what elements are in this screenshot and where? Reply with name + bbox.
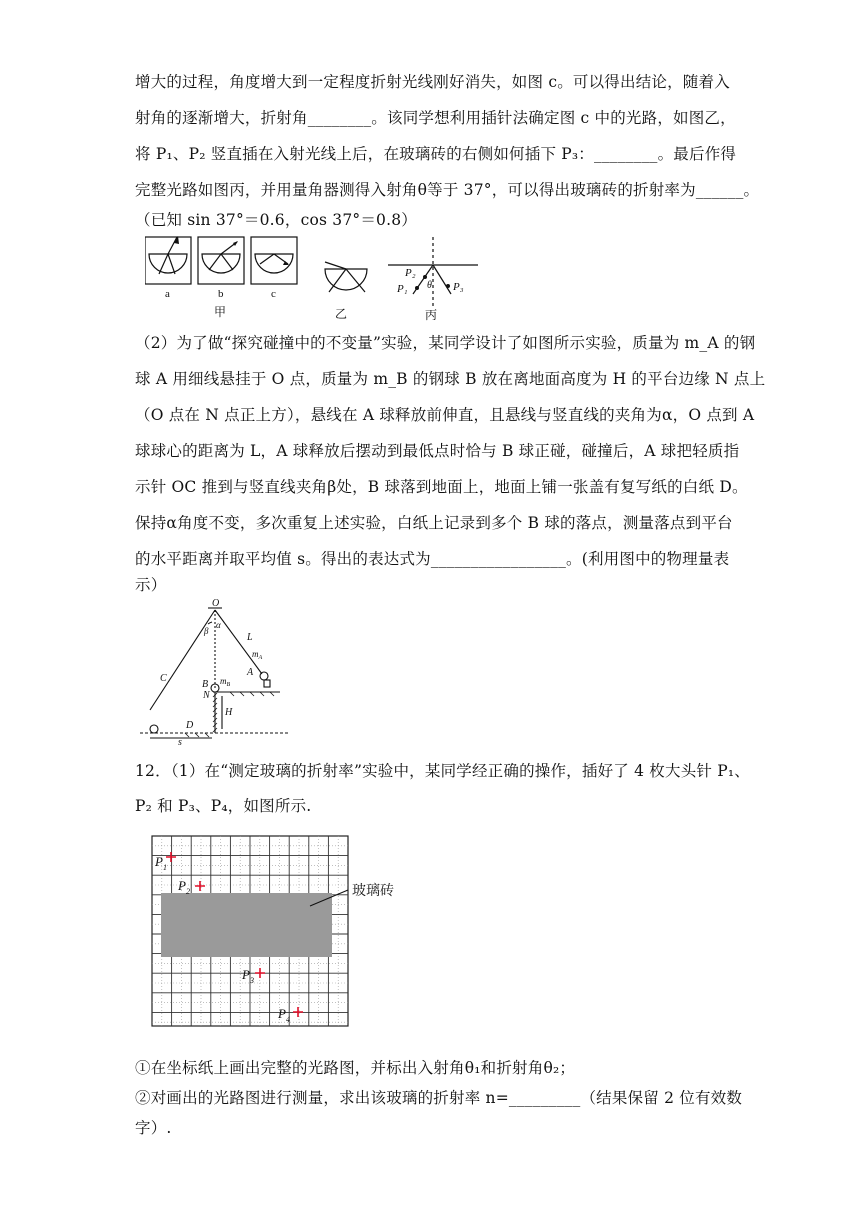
label-mA: $m_A$ [252,649,263,661]
label-yi: 乙 [335,307,348,321]
text-line: ②对画出的光路图进行测量，求出该玻璃的折射率 n=_________（结果保留 2 位有效数 [135,1089,743,1107]
label-p1: P₁ [397,283,408,295]
glass-block [161,893,332,957]
pin-label-p1: $P_1$ [155,854,167,872]
label-beta: β [204,626,209,636]
text-line: 示针 OC 推到与竖直线夹角β处，B 球落到地面上，地面上铺一张盖有复写纸的白纸 D。 [135,478,748,496]
text-line: （已知 sin 37°＝0.6，cos 37°＝0.8） [135,211,417,229]
label-mB: $m_B$ [220,676,231,688]
text-line: （O 点在 N 点正上方），悬线在 A 球释放前伸直，且悬线与竖直线的夹角为α，O 点到 A [135,406,755,424]
pin-label-p2: $P_2$ [178,878,190,896]
text-line: 字）. [135,1119,172,1137]
label-O: O [212,598,220,609]
pin-label-p4: $P_4$ [278,1006,290,1024]
label-jia: 甲 [214,305,227,319]
text-line: 12．（1）在“测定玻璃的折射率”实验中，某同学经正确的操作，插好了 4 枚大头针 P₁、 [135,762,750,780]
label-b: b [218,288,224,300]
text-line: 增大的过程，角度增大到一定程度折射光线刚好消失，如图 c。可以得出结论，随着入 [135,73,730,91]
label-L: L [247,632,253,643]
text-line: 示） [135,576,167,594]
text-line: 球球心的距离为 L，A 球释放后摆动到最低点时恰与 B 球正碰，碰撞后，A 球把轻质指 [135,442,740,460]
refraction-figure [145,232,485,322]
label-A: A [247,667,254,678]
label-c: c [271,288,276,300]
text-line: 球 A 用细线悬挂于 O 点，质量为 m_B 的钢球 B 放在离地面高度为 H 的平台边缘 N 点上 [135,370,766,388]
label-s: s [178,737,182,748]
collision-apparatus-figure [140,598,300,748]
label-C: C [160,673,167,684]
pin-label-p3: $P_3$ [242,967,254,985]
label-a: a [165,288,170,300]
label-p3: P₃ [453,281,464,293]
text-line: 将 P₁、P₂ 竖直插在入射光线上后，在玻璃砖的右侧如何插下 P₃：________。最后作得 [135,145,737,163]
text-line: （2）为了做“探究碰撞中的不变量”实验，某同学设计了如图所示实验，质量为 m_A 的钢 [135,334,756,352]
text-line: 射角的逐渐增大，折射角________。该同学想利用插针法确定图 c 中的光路，如图乙， [135,109,736,127]
label-bing: 丙 [425,308,438,322]
label-N: N [203,690,210,701]
text-line: ①在坐标纸上画出完整的光路图，并标出入射角θ₁和折射角θ₂； [135,1059,576,1077]
text-line: 保持α角度不变，多次重复上述实验，白纸上记录到多个 B 球的落点，测量落点到平台 [135,514,733,532]
glass-grid-figure [140,832,420,1032]
label-D: D [186,720,194,731]
text-line: 完整光路如图丙，并用量角器测得入射角θ等于 37°，可以得出玻璃砖的折射率为______。 [135,181,760,199]
label-p2: P₂ [405,267,416,279]
label-alpha: α [216,620,221,630]
text-line: 的水平距离并取平均值 s。得出的表达式为_________________。(利用图中的物理量表 [135,550,730,568]
label-H: H [225,707,233,718]
glass-label: 玻璃砖 [352,884,394,899]
text-line: P₂ 和 P₃、P₄，如图所示. [135,797,312,815]
label-B: B [202,679,209,690]
label-theta: θ [427,280,432,291]
